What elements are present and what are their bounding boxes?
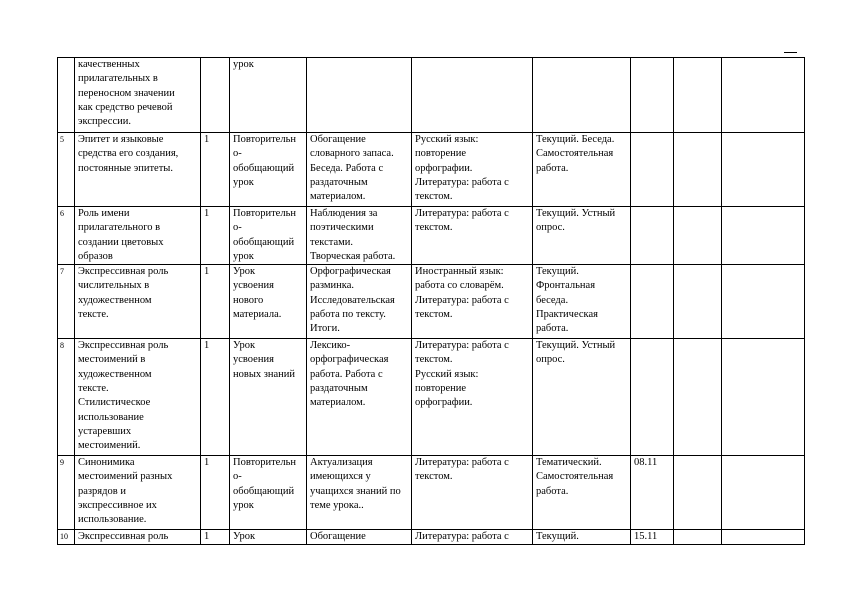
note-cell <box>722 265 805 339</box>
connections-cell <box>412 58 533 133</box>
date-plan-cell: 08.11 <box>631 456 674 530</box>
control-cell <box>533 58 631 133</box>
connections-cell: Русский язык: повторение орфографии. Литература: работа с текстом. <box>412 133 533 207</box>
activity-cell: Обогащение <box>307 530 412 545</box>
activity-cell <box>307 58 412 133</box>
table-row <box>58 265 805 339</box>
lesson-type-cell: Урок усвоения нового материала. <box>230 265 307 339</box>
table-row <box>58 58 805 133</box>
activity-cell: Актуализация имеющихся у учащихся знаний по теме урока.. <box>307 456 412 530</box>
note-cell <box>722 58 805 133</box>
row-number: 8 <box>58 339 75 456</box>
lesson-type-cell: Повторительн о- обобщающий урок <box>230 133 307 207</box>
note-cell <box>722 207 805 265</box>
date-plan-cell <box>631 339 674 456</box>
topic-cell: Экспрессивная роль числительных в художественном тексте. <box>75 265 201 339</box>
hours-cell <box>201 58 230 133</box>
date-plan-cell: 15.11 <box>631 530 674 545</box>
hours-cell: 1 <box>201 456 230 530</box>
activity-cell: Обогащение словарного запаса. Беседа. Работа с раздаточным материалом. <box>307 133 412 207</box>
topic-cell: качественных прилагательных в переносном значении как средство речевой экспрессии. <box>75 58 201 133</box>
lesson-type-cell: Урок <box>230 530 307 545</box>
table-row <box>58 133 805 207</box>
control-cell: Текущий. Беседа. Самостоятельная работа. <box>533 133 631 207</box>
date-plan-cell <box>631 58 674 133</box>
table-row <box>58 530 805 545</box>
lesson-type-cell: Повторительн о- обобщающий урок <box>230 456 307 530</box>
hours-cell: 1 <box>201 207 230 265</box>
row-number <box>58 58 75 133</box>
date-plan-cell <box>631 265 674 339</box>
topic-cell: Экспрессивная роль местоимений в художественном тексте. Стилистическое использование устаревших местоимений. <box>75 339 201 456</box>
lesson-type-cell: урок <box>230 58 307 133</box>
lesson-plan-table <box>57 57 805 545</box>
row-number: 5 <box>58 133 75 207</box>
note-cell <box>722 530 805 545</box>
topic-cell: Роль имени прилагательного в создании цветовых образов <box>75 207 201 265</box>
control-cell: Текущий. Устный опрос. <box>533 207 631 265</box>
connections-cell: Литература: работа с текстом. <box>412 207 533 265</box>
lesson-type-cell: Урок усвоения новых знаний <box>230 339 307 456</box>
hours-cell: 1 <box>201 339 230 456</box>
topic-cell: Экспрессивная роль <box>75 530 201 545</box>
row-number: 9 <box>58 456 75 530</box>
table-row <box>58 456 805 530</box>
note-cell <box>722 456 805 530</box>
activity-cell: Наблюдения за поэтическими текстами. Творческая работа. <box>307 207 412 265</box>
table-row <box>58 207 805 265</box>
hours-cell: 1 <box>201 133 230 207</box>
table-body <box>58 58 805 545</box>
date-fact-cell <box>674 530 722 545</box>
table-row <box>58 339 805 456</box>
activity-cell: Лексико- орфографическая работа. Работа с раздаточным материалом. <box>307 339 412 456</box>
note-cell <box>722 339 805 456</box>
connections-cell: Литература: работа с текстом. Русский язык: повторение орфографии. <box>412 339 533 456</box>
connections-cell: Иностранный язык: работа со словарём. Литература: работа с текстом. <box>412 265 533 339</box>
date-plan-cell <box>631 133 674 207</box>
control-cell: Текущий. Фронтальная беседа. Практическая работа. <box>533 265 631 339</box>
topic-cell: Эпитет и языковые средства его создания, постоянные эпитеты. <box>75 133 201 207</box>
date-fact-cell <box>674 265 722 339</box>
connections-cell: Литература: работа с <box>412 530 533 545</box>
date-fact-cell <box>674 339 722 456</box>
date-plan-cell <box>631 207 674 265</box>
row-number: 10 <box>58 530 75 545</box>
control-cell: Текущий. Устный опрос. <box>533 339 631 456</box>
row-number: 6 <box>58 207 75 265</box>
topic-cell: Синонимика местоимений разных разрядов и экспрессивное их использование. <box>75 456 201 530</box>
note-cell <box>722 133 805 207</box>
control-cell: Текущий. <box>533 530 631 545</box>
page-corner-mark <box>784 52 797 53</box>
date-fact-cell <box>674 207 722 265</box>
row-number: 7 <box>58 265 75 339</box>
activity-cell: Орфографическая разминка. Исследовательская работа по тексту. Итоги. <box>307 265 412 339</box>
connections-cell: Литература: работа с текстом. <box>412 456 533 530</box>
date-fact-cell <box>674 58 722 133</box>
date-fact-cell <box>674 133 722 207</box>
hours-cell: 1 <box>201 530 230 545</box>
control-cell: Тематический. Самостоятельная работа. <box>533 456 631 530</box>
lesson-type-cell: Повторительн о- обобщающий урок <box>230 207 307 265</box>
hours-cell: 1 <box>201 265 230 339</box>
date-fact-cell <box>674 456 722 530</box>
